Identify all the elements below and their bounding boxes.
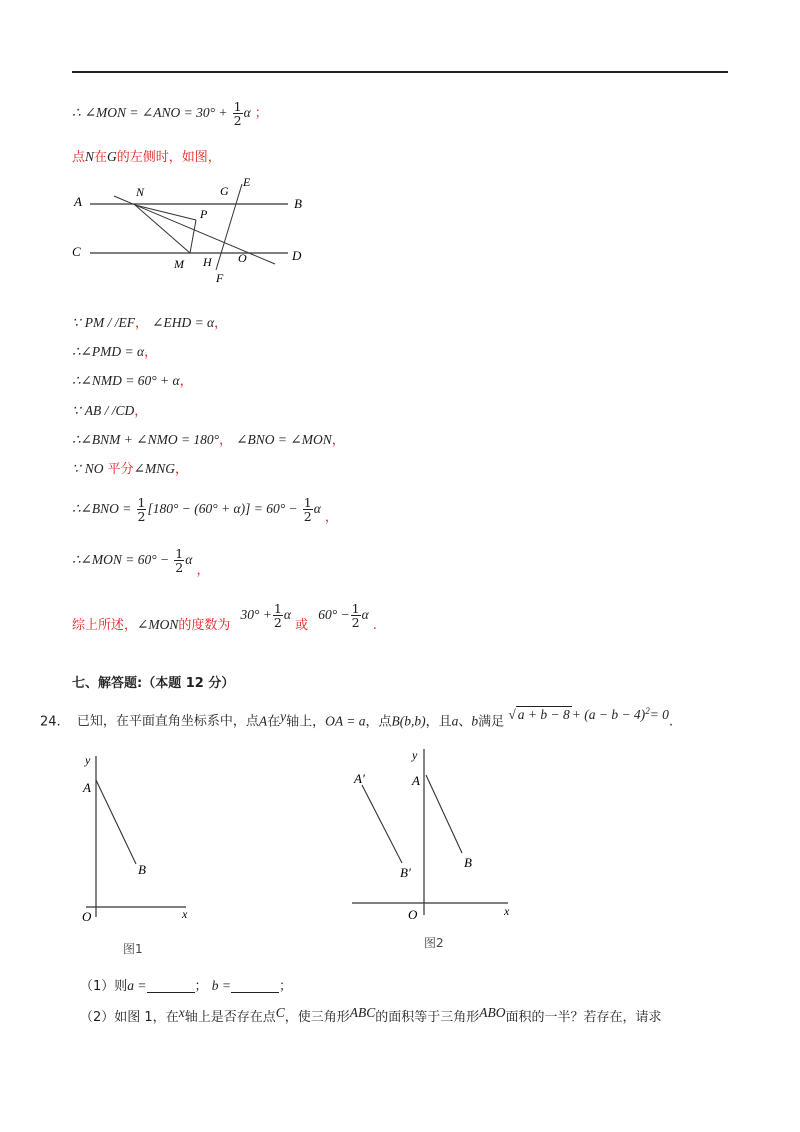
- label-N: N: [136, 185, 145, 199]
- label-A: A: [83, 780, 91, 795]
- solution-summary: 综上所述，∠MON的度数为 30° + $\frac{1}{2}$ α 或 60° − $\frac{1}{2}$ α .: [72, 601, 377, 633]
- case-title: 点N在G的左侧时，如图，: [72, 149, 221, 165]
- coordinate-graph-2: [348, 745, 528, 925]
- solution-line-bisect: ∵ NO 平分∠MNG，: [72, 461, 188, 477]
- header-rule: [72, 71, 728, 73]
- label-C: C: [72, 244, 81, 259]
- label-M: M: [174, 257, 184, 271]
- line-pm: [190, 220, 196, 253]
- label-A: A: [74, 194, 82, 209]
- solution-line-3: ∴∠PMD = α，: [72, 344, 158, 360]
- label-y: y: [85, 753, 91, 767]
- label-O: O: [82, 909, 92, 924]
- figure-2-caption: 图2: [424, 936, 444, 950]
- section-heading: 七、解答题:（本题 12 分）: [72, 676, 235, 691]
- label-B: B: [464, 855, 472, 870]
- label-B: B: [138, 862, 146, 877]
- label-B: B: [294, 196, 302, 211]
- label-O: O: [408, 907, 418, 922]
- label-F: F: [216, 271, 224, 285]
- answer-blank-a[interactable]: [147, 980, 195, 993]
- part-1: （1）则a = ； b = ；: [80, 978, 292, 994]
- solution-line-6: ∴∠BNM + ∠NMO = 180°， ∠BNO = ∠MON，: [72, 432, 345, 448]
- geometry-figure: [70, 170, 320, 290]
- solution-line-2: ∵ PM / /EF， ∠EHD = α，: [72, 315, 228, 331]
- segment-ab: [96, 780, 136, 864]
- solution-line-5: ∵ AB / /CD，: [72, 403, 148, 419]
- label-A-prime: A′: [354, 771, 365, 786]
- label-P: P: [200, 207, 208, 221]
- label-x: x: [182, 907, 188, 921]
- label-G: G: [220, 184, 229, 198]
- coordinate-graph-1: [76, 752, 206, 932]
- label-E: E: [243, 175, 251, 189]
- label-D: D: [292, 248, 302, 263]
- label-O: O: [238, 251, 247, 265]
- segment-a-prime-b-prime: [362, 785, 402, 863]
- solution-line-mon: ∴∠MON = 60° − $\frac{1}{2}$ α ，: [72, 546, 210, 578]
- answer-blank-b[interactable]: [231, 980, 279, 993]
- question-24-stem: 24. 已知，在平面直角坐标系中，点A在y轴上，OA = a，点B(b,b)，且a、b满足 √ $a + b - 8 + (a - b - 4)^2= 0$.: [40, 706, 674, 730]
- figure-1-caption: 图1: [123, 942, 143, 956]
- label-B-prime: B′: [400, 865, 411, 880]
- solution-line-1: ∴ ∠MON = ∠ANO = 30° + $\frac{1}{2}$ α ；: [72, 99, 268, 128]
- part-2: （2）如图 1，在x轴上是否存在点C，使三角形ABC的面积等于三角形ABO面积的一半？若存在，请求: [80, 1005, 662, 1025]
- fraction-half: $\frac{1}{2}$: [233, 99, 242, 128]
- label-H: H: [203, 255, 212, 269]
- solution-line-bno: ∴∠BNO = $\frac{1}{2}$ [180° − (60° + α)] = 60° − $\frac{1}{2}$ α ，: [72, 495, 338, 525]
- label-A: A: [412, 773, 420, 788]
- segment-ab: [426, 775, 462, 853]
- label-x: x: [504, 904, 510, 918]
- solution-line-4: ∴∠NMD = 60° + α，: [72, 373, 193, 389]
- label-y: y: [412, 748, 418, 762]
